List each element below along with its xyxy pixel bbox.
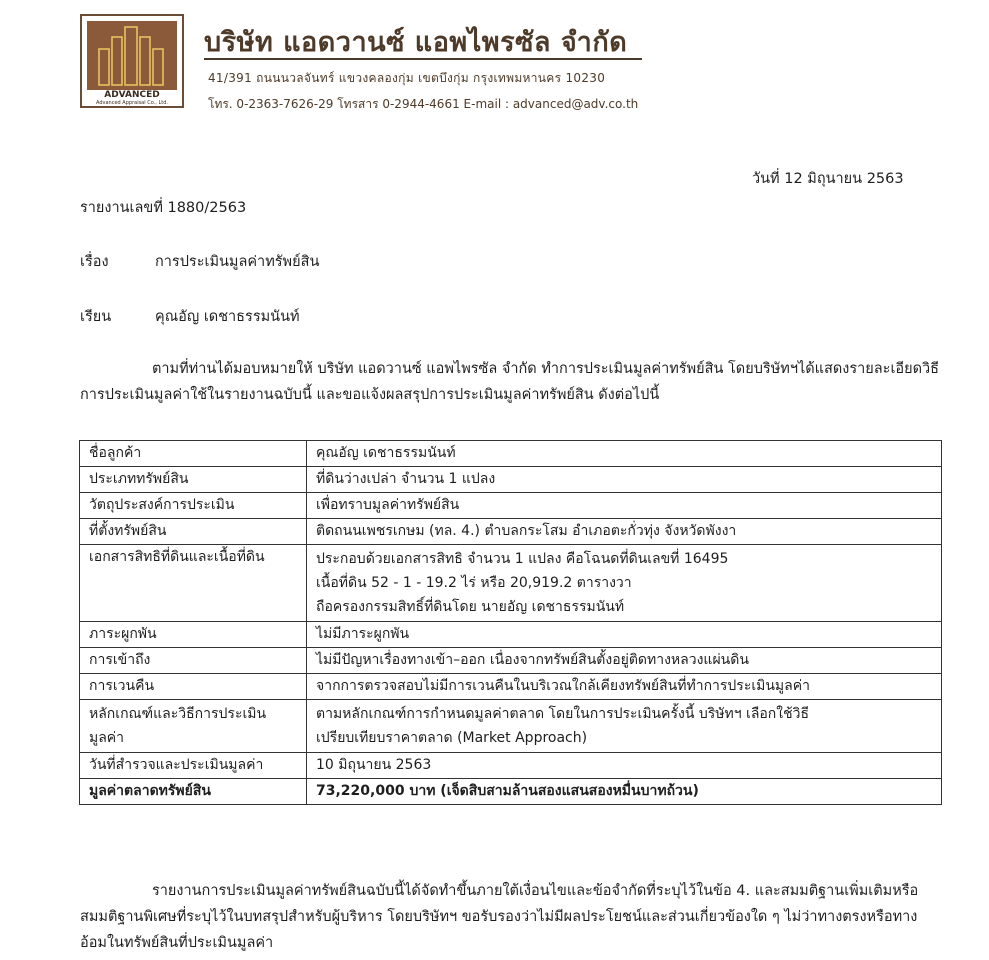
recipient-value: คุณอัญ เดชาธรรมนันท์ [155,309,300,325]
row-value-line: เปรียบเทียบราคาตลาด (Market Approach) [316,730,588,746]
row-value-line: ประกอบด้วยเอกสารสิทธิ จำนวน 1 แปลง คือโฉนดที่ดินเลขที่ 16495 [316,551,729,567]
row-key: ภาระผูกพัน [80,622,307,648]
report-date: วันที่ 12 มิถุนายน 2563 [752,171,904,187]
row-key: ที่ตั้งทรัพย์สิน [80,519,307,545]
table-row [80,674,942,700]
company-name-underline [204,58,642,60]
company-logo [80,14,184,108]
company-address: 41/391 ถนนนวลจันทร์ แขวงคลองกุ่ม เขตบึงกุ่ม กรุงเทพมหานคร 10230 [208,71,606,85]
row-value: ติดถนนเพชรเกษม (ทล. 4.) ตำบลกระโสม อำเภอตะกั่วทุ่ง จังหวัดพังงา [307,519,942,545]
row-key: มูลค่าตลาดทรัพย์สิน [80,779,307,805]
table-row [80,753,942,779]
row-key: เอกสารสิทธิที่ดินและเนื้อที่ดิน [80,545,307,622]
table-row [80,441,942,467]
row-key [80,700,307,753]
table-row [80,519,942,545]
row-value [307,700,942,753]
row-value: 73,220,000 บาท (เจ็ดสิบสามล้านสองแสนสองหมื่นบาทถ้วน) [307,779,942,805]
row-key: การเข้าถึง [80,648,307,674]
company-contact: โทร. 0-2363-7626-29 โทรสาร 0-2944-4661 E-mail : advanced@adv.co.th [208,97,639,111]
report-number: รายงานเลขที่ 1880/2563 [80,200,247,216]
valuation-summary-table [79,440,942,805]
row-key-line: หลักเกณฑ์และวิธีการประเมิน [89,706,267,722]
company-name: บริษัท แอดวานซ์ แอพไพรซัล จำกัด [204,27,628,58]
subject-label: เรื่อง [80,254,109,270]
table-row-market-value [80,779,942,805]
buildings-icon [87,21,177,87]
row-value-line: เนื้อที่ดิน 52 - 1 - 19.2 ไร่ หรือ 20,919.2 ตารางวา [316,575,632,591]
row-key: ประเภททรัพย์สิน [80,467,307,493]
row-value: คุณอัญ เดชาธรรมนันท์ [307,441,942,467]
row-key-line: มูลค่า [89,730,125,746]
logo-text: ADVANCED [86,90,178,101]
row-key: การเวนคืน [80,674,307,700]
table-row [80,700,942,753]
table-row [80,545,942,622]
row-key: วัตถุประสงค์การประเมิน [80,493,307,519]
table-row [80,467,942,493]
row-value: จากการตรวจสอบไม่มีการเวนคืนในบริเวณใกล้เคียงทรัพย์สินที่ทำการประเมินมูลค่า [307,674,942,700]
subject-value: การประเมินมูลค่าทรัพย์สิน [155,254,320,270]
table-row [80,493,942,519]
row-key: วันที่สำรวจและประเมินมูลค่า [80,753,307,779]
table-row [80,648,942,674]
intro-paragraph: ตามที่ท่านได้มอบหมายให้ บริษัท แอดวานซ์ แอพไพรซัล จำกัด ทำการประเมินมูลค่าทรัพย์สิน โดยบริษัทฯได้แสดงรายละเอียดวิธีการประเมินมูลค่าใช้ในรายงานฉบับนี้ และขอแจ้งผลสรุปการประเมินมูลค่าทรัพย์สิน ดังต่อไปนี้ [80,361,940,403]
recipient-label: เรียน [80,309,112,325]
row-value: ที่ดินว่างเปล่า จำนวน 1 แปลง [307,467,942,493]
row-value: ไม่มีภาระผูกพัน [307,622,942,648]
row-value-line: ตามหลักเกณฑ์การกำหนดมูลค่าตลาด โดยในการประเมินครั้งนี้ บริษัทฯ เลือกใช้วิธี [316,706,810,722]
row-value: 10 มิถุนายน 2563 [307,753,942,779]
row-value-line: ถือครองกรรมสิทธิ์ที่ดินโดย นายอัญ เดชาธรรมนันท์ [316,599,625,615]
row-value: ไม่มีปัญหาเรื่องทางเข้า–ออก เนื่องจากทรัพย์สินตั้งอยู่ติดทางหลวงแผ่นดิน [307,648,942,674]
table-row [80,622,942,648]
row-value [307,545,942,622]
logo-subtext: Advanced Appraisal Co., Ltd. [96,100,168,106]
row-value: เพื่อทราบมูลค่าทรัพย์สิน [307,493,942,519]
closing-paragraph: รายงานการประเมินมูลค่าทรัพย์สินฉบับนี้ได้จัดทำขึ้นภายใต้เงื่อนไขและข้อจำกัดที่ระบุไว้ในข้อ 4. และสมมติฐานเพิ่มเติมหรือสมมติฐานพิเศษที่ระบุไว้ในบทสรุปสำหรับผู้บริหาร โดยบริษัทฯ ขอรับรองว่าไม่มีผลประโยชน์และส่วนเกี่ยวข้องใด ๆ ไม่ว่าทางตรงหรือทางอ้อมในทรัพย์สินที่ประเมินมูลค่า [80,883,919,951]
row-key: ชื่อลูกค้า [80,441,307,467]
